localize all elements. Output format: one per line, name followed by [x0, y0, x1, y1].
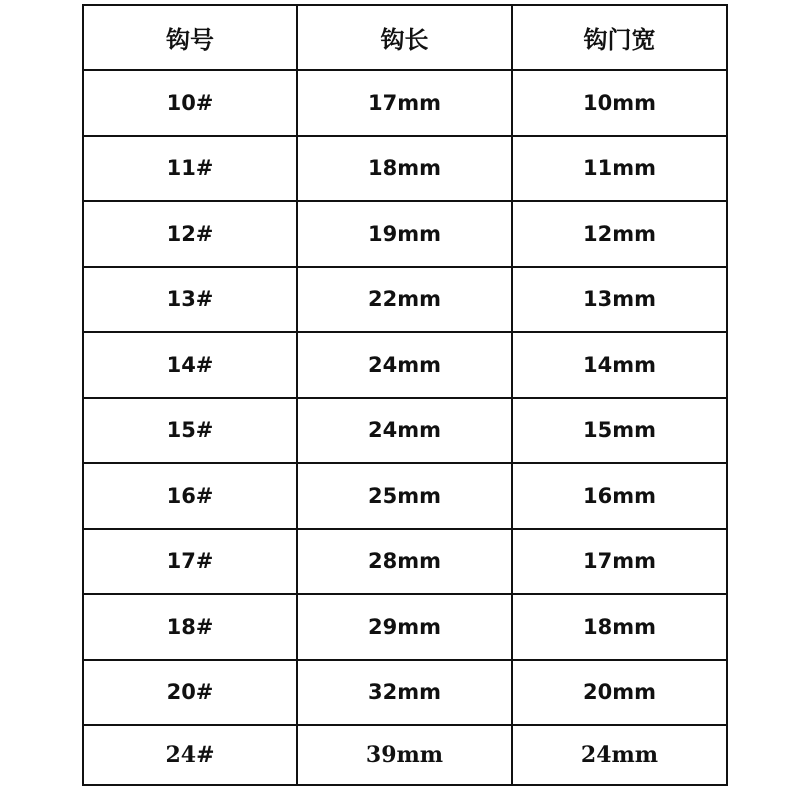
cell-hook-gap-width: 14mm	[512, 332, 727, 398]
table-row	[83, 594, 727, 660]
cell-hook-number: 24#	[83, 725, 297, 785]
cell-hook-gap-width: 24mm	[512, 725, 727, 785]
cell-hook-gap-width: 12mm	[512, 201, 727, 267]
cell-hook-number: 17#	[83, 529, 297, 595]
cell-hook-gap-width: 16mm	[512, 463, 727, 529]
cell-hook-length: 25mm	[297, 463, 512, 529]
cell-hook-length: 32mm	[297, 660, 512, 726]
cell-hook-gap-width: 11mm	[512, 136, 727, 202]
header-hook-length: 钩长	[297, 5, 512, 70]
cell-hook-length: 28mm	[297, 529, 512, 595]
cell-hook-gap-width: 10mm	[512, 70, 727, 136]
cell-hook-length: 24mm	[297, 398, 512, 464]
header-hook-gap-width: 钩门宽	[512, 5, 727, 70]
cell-hook-gap-width: 18mm	[512, 594, 727, 660]
table-row	[83, 332, 727, 398]
table-row	[83, 201, 727, 267]
cell-hook-gap-width: 17mm	[512, 529, 727, 595]
cell-hook-gap-width: 13mm	[512, 267, 727, 333]
table-row	[83, 136, 727, 202]
table-row	[83, 70, 727, 136]
cell-hook-number: 18#	[83, 594, 297, 660]
table-row	[83, 267, 727, 333]
header-hook-number: 钩号	[83, 5, 297, 70]
cell-hook-length: 29mm	[297, 594, 512, 660]
table-row	[83, 660, 727, 726]
cell-hook-number: 15#	[83, 398, 297, 464]
table-row	[83, 725, 727, 785]
cell-hook-gap-width: 15mm	[512, 398, 727, 464]
cell-hook-number: 11#	[83, 136, 297, 202]
cell-hook-length: 19mm	[297, 201, 512, 267]
cell-hook-length: 39mm	[297, 725, 512, 785]
cell-hook-number: 20#	[83, 660, 297, 726]
cell-hook-number: 10#	[83, 70, 297, 136]
cell-hook-number: 14#	[83, 332, 297, 398]
table-row	[83, 529, 727, 595]
cell-hook-number: 16#	[83, 463, 297, 529]
table-row	[83, 463, 727, 529]
hook-size-table	[82, 4, 728, 786]
cell-hook-number: 12#	[83, 201, 297, 267]
cell-hook-length: 24mm	[297, 332, 512, 398]
cell-hook-number: 13#	[83, 267, 297, 333]
cell-hook-length: 18mm	[297, 136, 512, 202]
cell-hook-length: 22mm	[297, 267, 512, 333]
cell-hook-gap-width: 20mm	[512, 660, 727, 726]
cell-hook-length: 17mm	[297, 70, 512, 136]
table-header-row	[83, 5, 727, 70]
table-row	[83, 398, 727, 464]
